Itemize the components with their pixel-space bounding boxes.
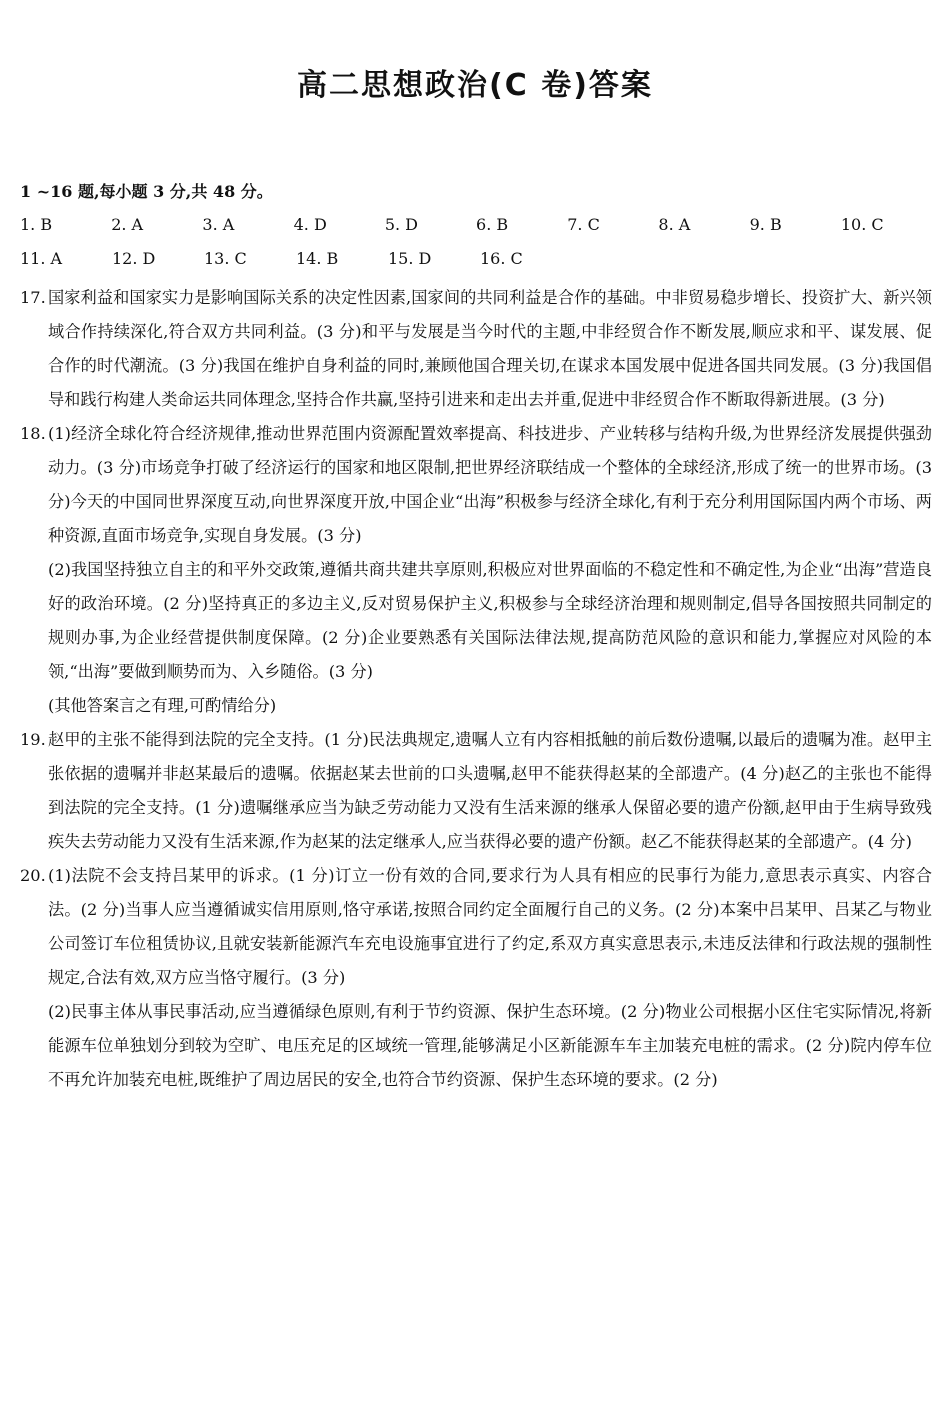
mc-answer: 12. D — [112, 249, 156, 268]
question-20 — [20, 859, 932, 1097]
mc-answer: 7. C — [567, 215, 600, 234]
mc-answer: 8. A — [658, 215, 691, 234]
mc-answer: 6. B — [476, 215, 509, 234]
mc-answer: 14. B — [296, 249, 339, 268]
question-18-answer — [48, 417, 932, 723]
question-number: 19. — [20, 730, 46, 749]
mc-answer: 4. D — [293, 215, 327, 234]
mc-answer: 16. C — [480, 249, 523, 268]
question-number: 20. — [20, 866, 46, 885]
mc-answer: 5. D — [384, 215, 418, 234]
mc-answer: 3. A — [202, 215, 235, 234]
mc-answer: 2. A — [111, 215, 144, 234]
answer-content — [20, 180, 932, 1097]
mc-answer-row-1 — [20, 213, 932, 247]
mc-answer-row-2 — [20, 247, 932, 281]
answer-paragraph-part-1: (1)法院不会支持吕某甲的诉求。(1 分)订立一份有效的合同,要求行为人具有相应的民事行为能力,意思表示真实、内容合法。(2 分)当事人应当遵循诚实信用原则,恪守承诺,按照合同约定全面履行自己的义务。(2 分)本案中吕某甲、吕某乙与物业公司签订车位租赁协议,且就安装新能源汽车充电设施事宜进行了约定,系双方真实意思表示,未违反法律和行政法规的强制性规定,合法有效,双方应当恪守履行。(3 分) — [48, 866, 932, 987]
mc-answer: 9. B — [749, 215, 782, 234]
question-19 — [20, 723, 932, 859]
question-number: 17. — [20, 288, 46, 307]
answer-paragraph: 国家利益和国家实力是影响国际关系的决定性因素,国家间的共同利益是合作的基础。中非贸易稳步增长、投资扩大、新兴领域合作持续深化,符合双方共同利益。(3 分)和平与发展是当今时代的主题,中非经贸合作不断发展,顺应求和平、谋发展、促合作的时代潮流。(3 分)我国在维护自身利益的同时,兼顾他国合理关切,在谋求本国发展中促进各国共同发展。(3 分)我国倡导和践行构建人类命运共同体理念,坚持合作共赢,坚持引进来和走出去并重,促进中非经贸合作不断取得新进展。(3 分) — [48, 288, 932, 409]
mc-answer: 13. C — [204, 249, 247, 268]
mc-answer: 11. A — [20, 249, 63, 268]
mc-answer: 10. C — [840, 215, 884, 234]
question-19-answer — [48, 723, 932, 859]
answer-paragraph: 赵甲的主张不能得到法院的完全支持。(1 分)民法典规定,遗嘱人立有内容相抵触的前后数份遗嘱,以最后的遗嘱为准。赵甲主张依据的遗嘱并非赵某最后的遗嘱。依据赵某去世前的口头遗嘱,赵甲不能获得赵某的全部遗产。(4 分)赵乙的主张也不能得到法院的完全支持。(1 分)遗嘱继承应当为缺乏劳动能力又没有生活来源的继承人保留必要的遗产份额,赵甲由于生病导致残疾失去劳动能力又没有生活来源,作为赵某的法定继承人,应当获得必要的遗产份额。赵乙不能获得赵某的全部遗产。(4 分) — [48, 730, 932, 851]
question-number: 18. — [20, 424, 46, 443]
answer-note: (其他答案言之有理,可酌情给分) — [48, 696, 277, 715]
question-18 — [20, 417, 932, 723]
answer-paragraph-part-2: (2)我国坚持独立自主的和平外交政策,遵循共商共建共享原则,积极应对世界面临的不稳定性和不确定性,为企业“出海”营造良好的政治环境。(2 分)坚持真正的多边主义,反对贸易保护主义,积极参与全球经济治理和规则制定,倡导各国按照共同制定的规则办事,为企业经营提供制度保障。(2 分)企业要熟悉有关国际法律法规,提高防范风险的意识和能力,掌握应对风险的本领,“出海”要做到顺势而为、入乡随俗。(3 分) — [48, 560, 932, 681]
question-17-answer — [48, 281, 932, 417]
question-20-answer — [48, 859, 932, 1097]
page-title: 高二思想政治(C 卷)答案 — [297, 68, 653, 103]
answer-paragraph-part-2: (2)民事主体从事民事活动,应当遵循绿色原则,有利于节约资源、保护生态环境。(2 分)物业公司根据小区住宅实际情况,将新能源车位单独划分到较为空旷、电压充足的区域统一管理,能够满足小区新能源车车主加装充电桩的需求。(2 分)院内停车位不再允许加装充电桩,既维护了周边居民的安全,也符合节约资源、保护生态环境的要求。(2 分) — [48, 1002, 932, 1089]
answer-paragraph-part-1: (1)经济全球化符合经济规律,推动世界范围内资源配置效率提高、科技进步、产业转移与结构升级,为世界经济发展提供强劲动力。(3 分)市场竞争打破了经济运行的国家和地区限制,把世界经济联结成一个整体的全球经济,形成了统一的世界市场。(3 分)今天的中国同世界深度互动,向世界深度开放,中国企业“出海”积极参与经济全球化,有利于充分利用国际国内两个市场、两种资源,直面市场竞争,实现自身发展。(3 分) — [48, 424, 932, 545]
question-17 — [20, 281, 932, 417]
mc-answer: 1. B — [20, 215, 53, 234]
mc-answer: 15. D — [388, 249, 432, 268]
mc-instruction: 1 ~16 题,每小题 3 分,共 48 分。 — [20, 182, 273, 201]
